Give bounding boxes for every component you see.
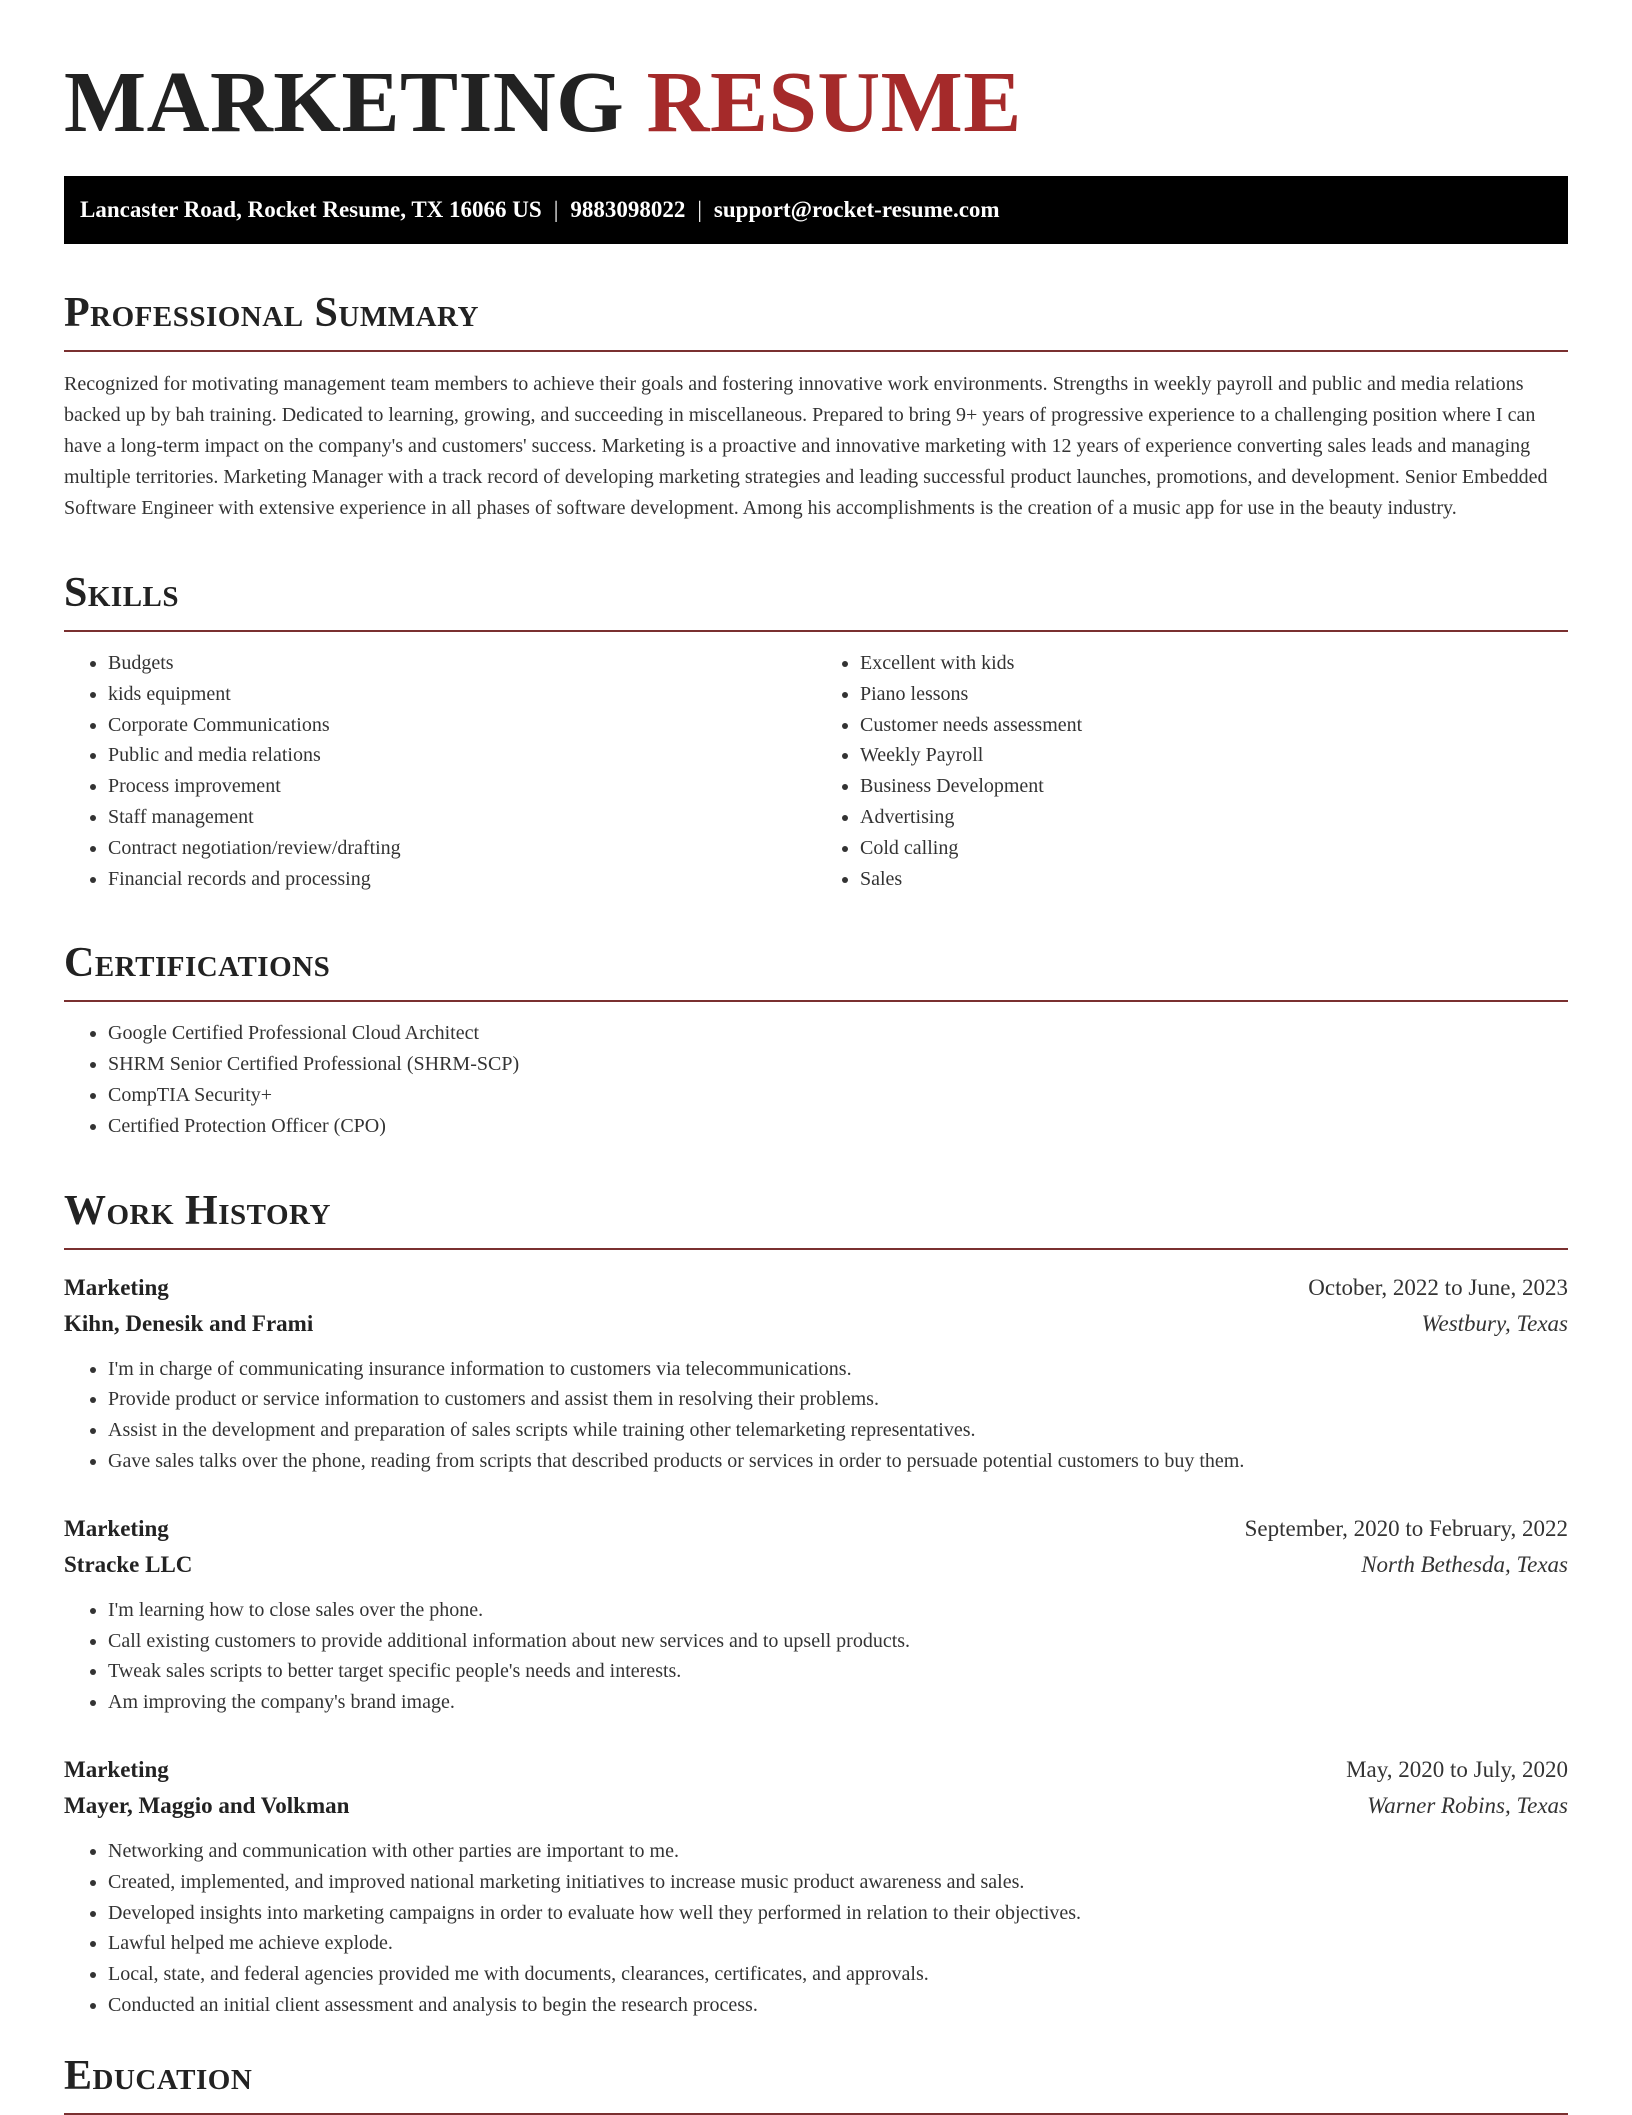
job-dates: September, 2020 to February, 2022 <box>1244 1515 1568 1541</box>
skills-grid <box>64 648 1568 894</box>
job-header-row <box>64 1511 1568 1547</box>
job-duty-item: • Gave sales talks over the phone, reading from scripts that described products or services in order to persuade potential customers to buy them. <box>108 1446 1568 1477</box>
job-duty-item: • Call existing customers to provide additional information about new services and to upsell products. <box>108 1626 1568 1657</box>
job-company-row <box>64 1788 1568 1824</box>
name-last: RESUME <box>646 53 1022 150</box>
section-divider <box>64 1000 1568 1002</box>
skill-item: • Cold calling <box>860 833 1568 864</box>
section-title-work-history: Work History <box>64 1187 331 1234</box>
skill-item: • Corporate Communications <box>108 710 816 741</box>
job-duty-item: • Lawful helped me achieve explode. <box>108 1928 1568 1959</box>
job-company: Stracke LLC <box>64 1551 193 1577</box>
skill-item: • Public and media relations <box>108 740 816 771</box>
section-title-skills: Skills <box>64 570 180 616</box>
skill-item: • Budgets <box>108 648 816 679</box>
contact-bar <box>64 176 1568 244</box>
job-title: Marketing <box>64 1756 169 1782</box>
certification-item: • Certified Protection Officer (CPO) <box>108 1111 1568 1142</box>
contact-separator: | <box>697 197 702 222</box>
job-header-row <box>64 1270 1568 1306</box>
job-company: Kihn, Denesik and Frami <box>64 1310 314 1336</box>
skill-item: • Financial records and processing <box>108 864 816 895</box>
job-title: Marketing <box>64 1515 169 1541</box>
skill-item: • Sales <box>860 864 1568 895</box>
job-location: Westbury, Texas <box>1421 1310 1568 1336</box>
skill-item: • Weekly Payroll <box>860 740 1568 771</box>
name-first: MARKETING <box>64 53 625 150</box>
job-duty-item: • Assist in the development and preparation of sales scripts while training other telemarketing representatives. <box>108 1415 1568 1446</box>
job-duty-item: • Networking and communication with other parties are important to me. <box>108 1836 1568 1867</box>
job-company-row <box>64 1306 1568 1342</box>
job-duties-list <box>64 1354 1568 1477</box>
job-duties-list <box>64 1836 1568 2021</box>
job-duty-item: • Developed insights into marketing campaigns in order to evaluate how well they performed in relation to their objectives. <box>108 1898 1568 1929</box>
section-divider <box>64 630 1568 632</box>
summary-text: Recognized for motivating management team members to achieve their goals and fostering innovative work environments. Strengths in weekly payroll and public and media relations backed up by bah training. Dedicated to learning, growing, and succeeding in miscellaneous. Prepared to bring 9+ years of progressive experience to a challenging position where I can have a long-term impact on the company's and customers' success. Marketing is a proactive and innovative marketing with 12 years of experience converting sales leads and managing multiple territories. Marketing Manager with a track record of developing marketing strategies and leading successful product launches, promotions, and development. Senior Embedded Software Engineer with extensive experience in all phases of software development. Among his accomplishments is the creation of a music app for use in the beauty industry. <box>64 373 1548 519</box>
skill-item: • Contract negotiation/review/drafting <box>108 833 816 864</box>
job-dates: October, 2022 to June, 2023 <box>1308 1274 1568 1300</box>
contact-separator: | <box>553 197 559 222</box>
certifications-list <box>64 1018 1568 1141</box>
job-entry <box>64 1270 1568 1477</box>
job-title: Marketing <box>64 1274 169 1300</box>
skill-item: • Process improvement <box>108 771 816 802</box>
certification-item: • CompTIA Security+ <box>108 1080 1568 1111</box>
resume-name <box>64 52 1568 152</box>
job-duties-list <box>64 1595 1568 1718</box>
job-duty-item: • I'm in charge of communicating insurance information to customers via telecommunications. <box>108 1354 1568 1385</box>
job-company-row <box>64 1547 1568 1583</box>
job-location: Warner Robins, Texas <box>1367 1792 1568 1818</box>
skill-item: • Business Development <box>860 771 1568 802</box>
job-duty-item: • Am improving the company's brand image. <box>108 1687 1568 1718</box>
job-entry <box>64 1752 1568 2021</box>
skill-item: • Advertising <box>860 802 1568 833</box>
skill-item: • Customer needs assessment <box>860 710 1568 741</box>
contact-address: Lancaster Road, Rocket Resume, TX 16066 US <box>80 197 542 222</box>
job-location: North Bethesda, Texas <box>1361 1551 1568 1577</box>
job-header-row <box>64 1752 1568 1788</box>
skill-item: • Excellent with kids <box>860 648 1568 679</box>
job-duty-item: • Created, implemented, and improved national marketing initiatives to increase music product awareness and sales. <box>108 1867 1568 1898</box>
job-duty-item: • Provide product or service information to customers and assist them in resolving their problems. <box>108 1384 1568 1415</box>
job-duty-item: • Local, state, and federal agencies provided me with documents, clearances, certificates, and approvals. <box>108 1959 1568 1990</box>
job-duty-item: • Conducted an initial client assessment and analysis to begin the research process. <box>108 1990 1568 2021</box>
section-title-certifications: Certifications <box>64 940 331 987</box>
skill-item: • Piano lessons <box>860 679 1568 710</box>
contact-phone: 9883098022 <box>570 197 686 222</box>
skills-list-left <box>64 648 816 894</box>
job-dates: May, 2020 to July, 2020 <box>1346 1756 1568 1782</box>
skill-item: • Staff management <box>108 802 816 833</box>
job-entry <box>64 1511 1568 1718</box>
section-title-summary: Professional Summary <box>64 290 479 336</box>
section-divider <box>64 2113 1568 2115</box>
job-duty-item: • Tweak sales scripts to better target specific people's needs and interests. <box>108 1656 1568 1687</box>
contact-email: support@rocket-resume.com <box>713 197 1000 222</box>
section-divider <box>64 1248 1568 1250</box>
section-title-education: Education <box>64 2052 253 2099</box>
job-duty-item: • I'm learning how to close sales over the phone. <box>108 1595 1568 1626</box>
certification-item: • SHRM Senior Certified Professional (SHRM-SCP) <box>108 1049 1568 1080</box>
skills-list-right <box>816 648 1568 894</box>
section-divider <box>64 350 1568 352</box>
certification-item: • Google Certified Professional Cloud Architect <box>108 1018 1568 1049</box>
skill-item: • kids equipment <box>108 679 816 710</box>
job-company: Mayer, Maggio and Volkman <box>64 1792 350 1818</box>
